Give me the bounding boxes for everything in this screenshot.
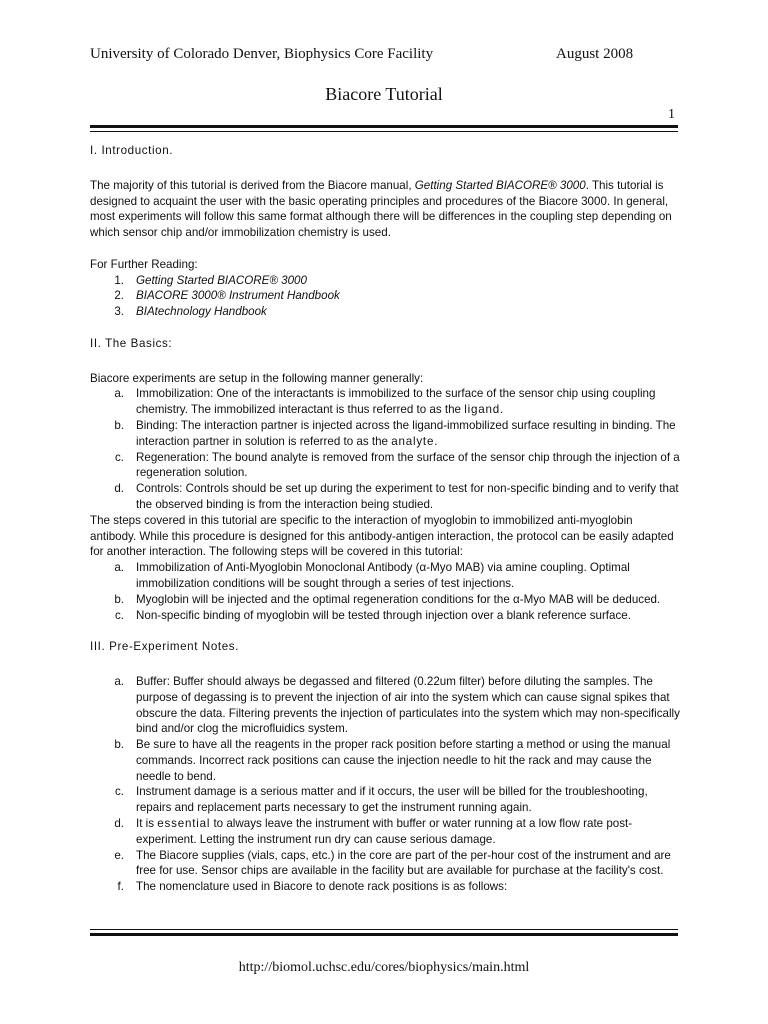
item-text: Myoglobin will be injected and the optimal regeneration conditions for the α-Myo MAB will be deduced. [136, 592, 661, 606]
footer-rule-thin [90, 929, 678, 930]
item-text: Binding: The interaction partner is injected across the ligand-immobilized surface resulting in binding. The interaction partner in solution is referred to as the [136, 418, 676, 448]
item-text: to always leave the instrument with buffer or water running at a low flow rate post-experiment. Letting the instrument run dry can cause serious damage. [136, 817, 633, 846]
term-ligand: ligand [464, 403, 500, 417]
list-marker: f. [117, 880, 124, 894]
footer-url: http://biomol.uchsc.edu/cores/biophysics/main.html [238, 960, 530, 975]
further-reading-list [90, 273, 680, 320]
list-marker: a. [114, 561, 124, 575]
item-text: . [499, 403, 504, 417]
further-reading-label: For Further Reading: [90, 257, 198, 271]
list-marker: b. [114, 418, 124, 432]
list-item [90, 784, 680, 816]
intro-manual-title: Getting Started BIACORE® 3000 [414, 178, 586, 192]
term-essential: essential [157, 817, 211, 831]
list-marker: c. [114, 608, 124, 622]
list-marker: c. [114, 785, 124, 799]
list-item [90, 879, 680, 895]
list-marker: d. [114, 817, 124, 831]
item-text: Instrument damage is a serious matter and if it occurs, the user will be billed for the troubleshooting, repairs and replacement parts necessary to get the instrument running again. [136, 785, 648, 815]
list-item [90, 674, 680, 737]
item-text: Be sure to have all the reagents in the proper rack position before starting a method or using the manual commands. Incorrect rack positions can cause the injection needle to hit the rack and may cause the needle to bend. [136, 738, 671, 783]
list-marker: 2. [114, 289, 124, 303]
item-text: Buffer: Buffer should always be degassed and filtered (0.22um filter) before diluting the samples. The purpose of degassing is to prevent the injection of air into the system which can cause signal spikes that obscure the data. Filtering prevents the injection of particulates into the system which may non-specifically bind and/or clog the microfluidics system. [136, 674, 680, 736]
basics-lead: Biacore experiments are setup in the following manner generally: [90, 371, 424, 385]
list-item [90, 450, 680, 482]
steps-paragraph: The steps covered in this tutorial are specific to the interaction of myoglobin to immobilized anti-myoglobin antibody. While this procedure is designed for this antibody-antigen interaction, the protocol can be easily adapted for another interaction. The following steps will be covered in this tutorial: [90, 513, 674, 559]
item-text: The Biacore supplies (vials, caps, etc.) in the core are part of the per-hour cost of the instrument and are free for use. Sensor chips are available in the facility but are available for purchase at the facility's cost. [136, 848, 671, 878]
list-item [90, 288, 680, 304]
list-item [90, 848, 680, 880]
reading-title: BIACORE 3000® Instrument Handbook [136, 289, 340, 303]
list-marker: 1. [114, 273, 124, 287]
page-title: Biacore Tutorial [325, 84, 443, 104]
section-heading-introduction: I. Introduction. [90, 144, 174, 157]
notes-list [90, 674, 680, 895]
list-item [90, 816, 680, 848]
basics-list [90, 386, 680, 512]
steps-list [90, 560, 680, 623]
item-text: Non-specific binding of myoglobin will be tested through injection over a blank reference surface. [136, 608, 631, 622]
intro-text-end: . This tutorial is designed to acquaint the user with the basic operating principles and procedures of the Biacore 3000. In general, most experiments will follow this same format although there will be differences in the coupling step depending on which sensor chip and/or immobilization chemistry is used. [90, 178, 672, 240]
item-text: Immobilization: One of the interactants is immobilized to the surface of the sensor chip using coupling chemistry. The immobilized interactant is thus referred to as the [136, 387, 656, 417]
item-text: The nomenclature used in Biacore to denote rack positions is as follows: [136, 880, 508, 894]
section-heading-notes: III. Pre-Experiment Notes. [90, 640, 239, 654]
list-marker: a. [114, 674, 124, 688]
list-marker: e. [114, 848, 124, 862]
item-text: Regeneration: The bound analyte is removed from the surface of the sensor chip through the injection of a regeneration solution. [136, 450, 680, 480]
document-body [90, 143, 680, 895]
item-text: . [434, 434, 438, 448]
list-item [90, 273, 680, 289]
list-item [90, 608, 680, 624]
header-institution: University of Colorado Denver, Biophysics Core Facility [90, 46, 434, 62]
list-item [90, 386, 680, 418]
header-rule-thin [90, 131, 678, 132]
reading-title: BIAtechnology Handbook [136, 305, 267, 319]
list-marker: 3. [114, 305, 124, 319]
page-number: 1 [668, 107, 675, 122]
list-item [90, 304, 680, 320]
list-marker: d. [114, 482, 124, 496]
list-marker: c. [114, 450, 124, 464]
list-marker: b. [114, 592, 124, 606]
list-item [90, 560, 680, 592]
header-rule-thick [90, 125, 678, 128]
item-text: Immobilization of Anti-Myoglobin Monoclonal Antibody (α-Myo MAB) via amine coupling. Optimal immobilization conditions will be sought through a series of test injections. [136, 561, 630, 590]
section-heading-basics: II. The Basics: [90, 336, 173, 350]
list-item [90, 481, 680, 513]
term-analyte: analyte [391, 434, 435, 448]
item-text: It is [136, 817, 158, 831]
item-text: Controls: Controls should be set up during the experiment to test for non-specific binding and to verify that the observed binding is from the interaction being studied. [136, 482, 679, 511]
footer-rule-thick [90, 933, 678, 936]
list-marker: a. [114, 387, 124, 401]
list-marker: b. [114, 738, 124, 752]
intro-paragraph [90, 178, 680, 241]
intro-text-start: The majority of this tutorial is derived from the Biacore manual, [90, 178, 415, 192]
list-item [90, 592, 680, 608]
list-item [90, 418, 680, 450]
list-item [90, 737, 680, 784]
reading-title: Getting Started BIACORE® 3000 [136, 273, 307, 287]
header-date: August 2008 [556, 46, 634, 62]
